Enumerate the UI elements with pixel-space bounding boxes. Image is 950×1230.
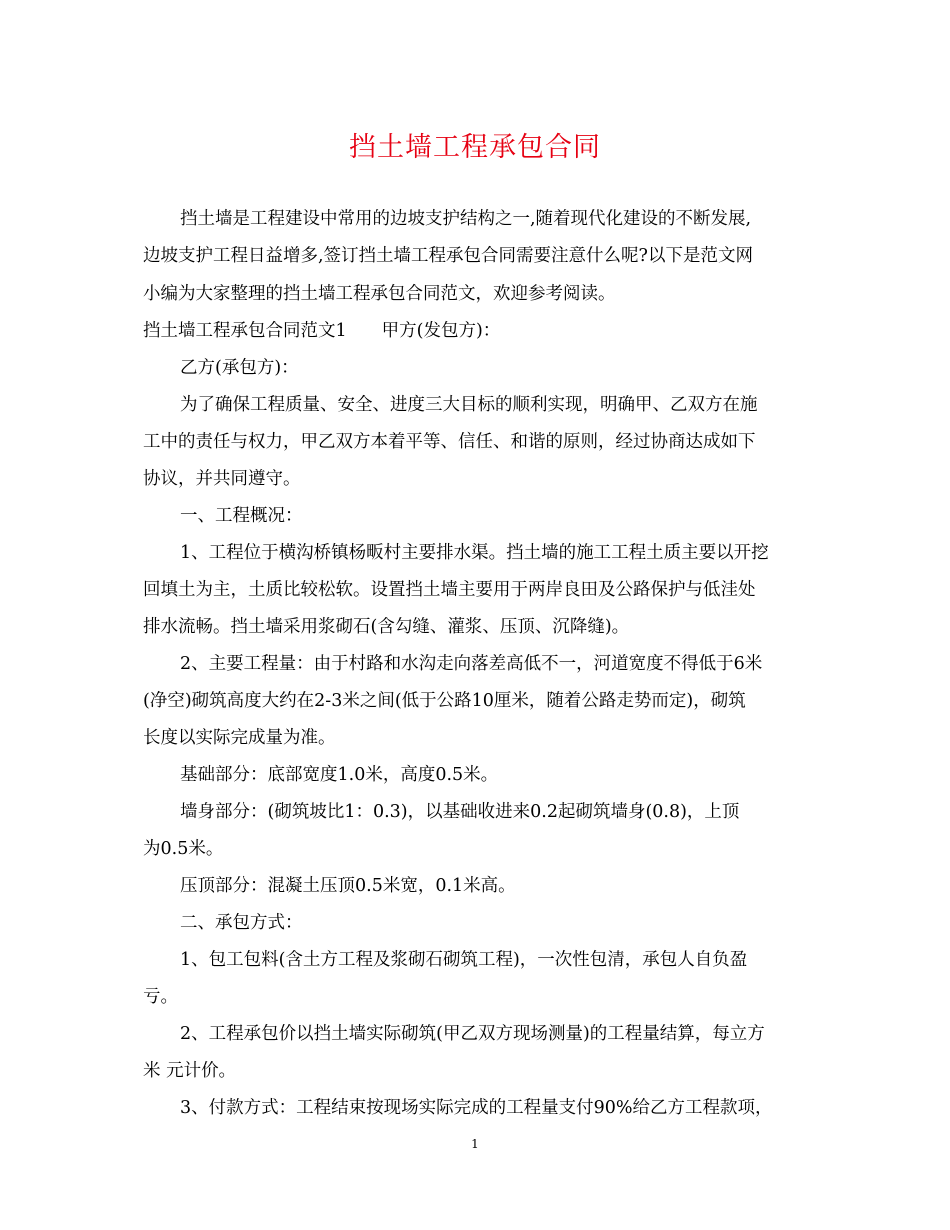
paragraph-line: 基础部分：底部宽度1.0米，高度0.5米。 <box>180 765 499 785</box>
paragraph-line: 墙身部分：(砌筑坡比1：0.3)，以基础收进来0.2起砌筑墙身(0.8)，上顶 <box>180 802 740 822</box>
paragraph-line: 1、包工包料(含土方工程及浆砌石砌筑工程)，一次性包清，承包人自负盈 <box>180 950 748 970</box>
document-title: 挡土墙工程承包合同 <box>349 132 601 163</box>
paragraph-line: 2、工程承包价以挡土墙实际砌筑(甲乙双方现场测量)的工程量结算，每立方 <box>180 1024 765 1044</box>
paragraph-line: 2、主要工程量：由于村路和水沟走向落差高低不一，河道宽度不得低于6米 <box>180 654 763 674</box>
paragraph-line: 挡土墙工程承包合同范文1 甲方(发包方)： <box>143 321 501 341</box>
paragraph-line: 排水流畅。挡土墙采用浆砌石(含勾缝、灌浆、压顶、沉降缝)。 <box>143 617 630 637</box>
page-number: 1 <box>471 1137 479 1151</box>
paragraph-line: (净空)砌筑高度大约在2-3米之间(低于公路10厘米，随着公路走势而定)，砌筑 <box>143 691 746 711</box>
paragraph-line: 1、工程位于横沟桥镇杨畈村主要排水渠。挡土墙的施工工程土质主要以开挖 <box>180 543 769 563</box>
paragraph-line: 为0.5米。 <box>143 839 224 859</box>
section-heading: 一、工程概况： <box>180 506 303 526</box>
paragraph-line: 长度以实际完成量为准。 <box>143 728 336 748</box>
section-heading: 二、承包方式： <box>180 913 303 933</box>
paragraph-line: 3、付款方式：工程结束按现场实际完成的工程量支付90%给乙方工程款项， <box>180 1098 773 1118</box>
paragraph-line: 为了确保工程质量、安全、进度三大目标的顺利实现，明确甲、乙双方在施 <box>180 395 758 415</box>
paragraph-line: 边坡支护工程日益增多,签订挡土墙工程承包合同需要注意什么呢?以下是范文网 <box>143 246 753 266</box>
paragraph-line: 挡土墙是工程建设中常用的边坡支护结构之一,随着现代化建设的不断发展, <box>180 209 752 229</box>
paragraph-line: 小编为大家整理的挡土墙工程承包合同范文，欢迎参考阅读。 <box>143 284 616 304</box>
paragraph-line: 亏。 <box>143 987 178 1007</box>
paragraph-line: 工中的责任与权力，甲乙双方本着平等、信任、和谐的原则，经过协商达成如下 <box>143 432 756 452</box>
paragraph-line: 协议，并共同遵守。 <box>143 469 301 489</box>
paragraph-line: 米 元计价。 <box>143 1061 237 1081</box>
paragraph-line: 回填土为主，土质比较松软。设置挡土墙主要用于两岸良田及公路保护与低洼处 <box>143 580 756 600</box>
paragraph-line: 压顶部分：混凝土压顶0.5米宽，0.1米高。 <box>180 876 516 896</box>
paragraph-line: 乙方(承包方)： <box>180 358 299 378</box>
